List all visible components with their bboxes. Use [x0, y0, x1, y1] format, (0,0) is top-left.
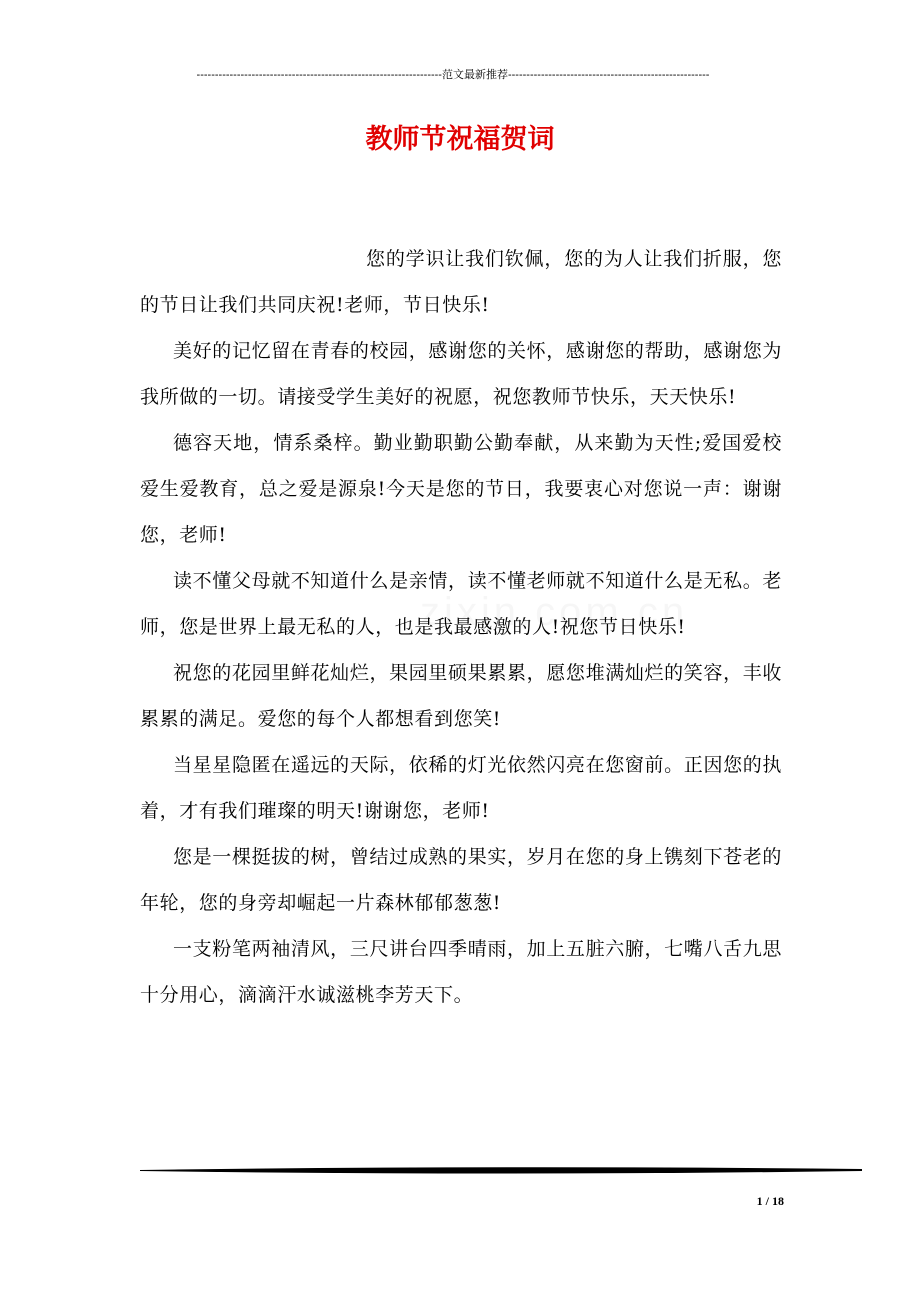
footer-divider — [140, 1163, 862, 1177]
paragraph: 一支粉笔两袖清风，三尺讲台四季晴雨，加上五脏六腑，七嘴八舌九思十分用心，滴滴汗水诚滋桃李芳天下。 — [140, 938, 782, 1006]
page-number: 1 / 18 — [756, 1194, 784, 1208]
paragraph: 祝您的花园里鲜花灿烂，果园里硕果累累，愿您堆满灿烂的笑容，丰收累累的满足。爱您的每个人都想看到您笑! — [140, 662, 782, 730]
document-title: 教师节祝福贺词 — [365, 124, 555, 155]
header-dashed-line: -------------------------------------------------------------------范文最新推荐------------------------------------------------------- — [196, 69, 710, 81]
paragraph: 德容天地，情系桑梓。勤业勤职勤公勤奉献，从来勤为天性;爱国爱校爱生爱教育，总之爱是源泉!今天是您的节日，我要衷心对您说一声：谢谢您，老师! — [140, 432, 782, 546]
document-body — [140, 236, 782, 1018]
paragraph: 读不懂父母就不知道什么是亲情，读不懂老师就不知道什么是无私。老师，您是世界上最无私的人，也是我最感激的人!祝您节日快乐! — [140, 570, 782, 638]
paragraph: 美好的记忆留在青春的校园，感谢您的关怀，感谢您的帮助，感谢您为我所做的一切。请接受学生美好的祝愿，祝您教师节快乐，天天快乐! — [140, 340, 782, 408]
paragraph: 您的学识让我们钦佩，您的为人让我们折服，您的节日让我们共同庆祝!老师，节日快乐! — [140, 248, 782, 316]
paragraph: 当星星隐匿在遥远的天际，依稀的灯光依然闪亮在您窗前。正因您的执着，才有我们璀璨的明天!谢谢您，老师! — [140, 754, 782, 822]
paragraph: 您是一棵挺拔的树，曾结过成熟的果实，岁月在您的身上镌刻下苍老的年轮，您的身旁却崛起一片森林郁郁葱葱! — [140, 846, 782, 914]
